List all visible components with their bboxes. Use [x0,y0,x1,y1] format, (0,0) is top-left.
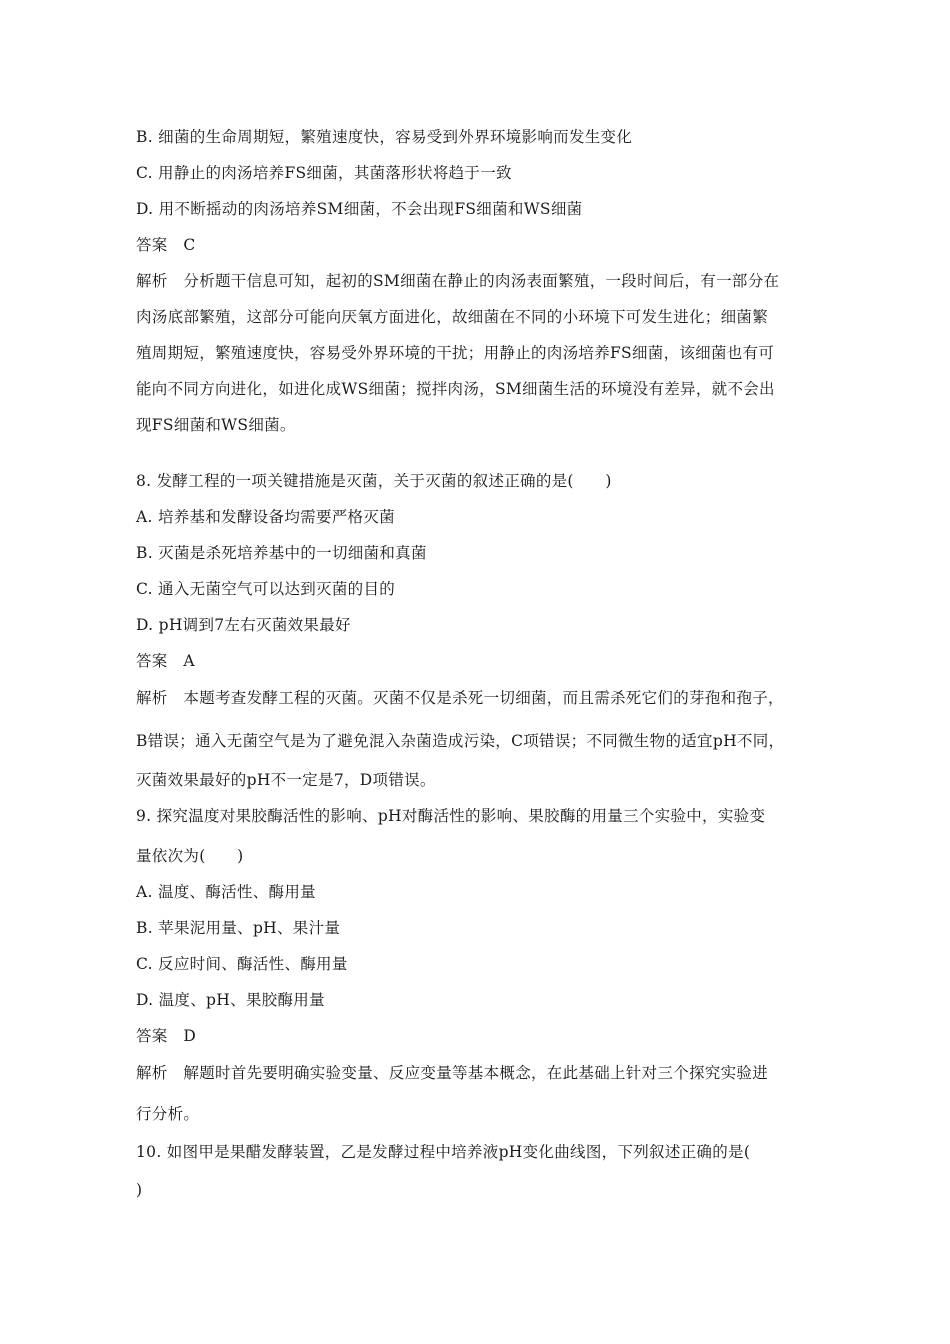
question-10-line2: ) [136,1181,143,1199]
option-b-q8: B. 灭菌是杀死培养基中的一切细菌和真菌 [136,544,427,562]
analysis-q7-line5: 现FS细菌和WS细菌。 [136,416,296,434]
question-9-line1: 9. 探究温度对果胶酶活性的影响、pH对酶活性的影响、果胶酶的用量三个实验中，实验变 [136,807,766,825]
option-a-q9: A. 温度、酶活性、酶用量 [136,883,316,901]
answer-q8: 答案 A [136,652,195,670]
answer-q7: 答案 C [136,236,196,254]
answer-q9: 答案 D [136,1027,197,1045]
option-b-q7: B. 细菌的生命周期短，繁殖速度快，容易受到外界环境影响而发生变化 [136,128,633,146]
analysis-q7-line4: 能向不同方向进化，如进化成WS细菌；搅拌肉汤，SM细菌生活的环境没有差异，就不会出 [136,380,775,398]
question-10-line1: 10. 如图甲是果醋发酵装置，乙是发酵过程中培养液pH变化曲线图，下列叙述正确的是( [136,1143,751,1161]
analysis-q7-line3: 殖周期短，繁殖速度快，容易受外界环境的干扰；用静止的肉汤培养FS细菌，该细菌也有可 [136,344,775,362]
analysis-q8-line1: 解析 本题考查发酵工程的灭菌。灭菌不仅是杀死一切细菌，而且需杀死它们的芽孢和孢子， [136,689,784,707]
option-b-q9: B. 苹果泥用量、pH、果汁量 [136,919,341,937]
option-d-q7: D. 用不断摇动的肉汤培养SM细菌，不会出现FS细菌和WS细菌 [136,200,583,218]
analysis-q7-line2: 肉汤底部繁殖，这部分可能向厌氧方面进化，故细菌在不同的小环境下可发生进化；细菌繁 [136,308,769,326]
analysis-q7-line1: 解析 分析题干信息可知，起初的SM细菌在静止的肉汤表面繁殖，一段时间后，有一部分在 [136,272,780,290]
option-a-q8: A. 培养基和发酵设备均需要严格灭菌 [136,508,395,526]
option-c-q9: C. 反应时间、酶活性、酶用量 [136,955,348,973]
question-8: 8. 发酵工程的一项关键措施是灭菌，关于灭菌的叙述正确的是( ) [136,472,612,490]
analysis-q9-line2: 行分析。 [136,1105,200,1123]
question-9-line2: 量依次为( ) [136,847,244,865]
option-d-q8: D. pH调到7左右灭菌效果最好 [136,616,351,634]
analysis-q9-line1: 解析 解题时首先要明确实验变量、反应变量等基本概念，在此基础上针对三个探究实验进 [136,1064,769,1082]
option-d-q9: D. 温度、pH、果胶酶用量 [136,991,325,1009]
analysis-q8-line2: B错误；通入无菌空气是为了避免混入杂菌造成污染，C项错误；不同微生物的适宜pH不同， [136,732,785,750]
option-c-q7: C. 用静止的肉汤培养FS细菌，其菌落形状将趋于一致 [136,164,512,182]
option-c-q8: C. 通入无菌空气可以达到灭菌的目的 [136,580,396,598]
analysis-q8-line3: 灭菌效果最好的pH不一定是7，D项错误。 [136,771,436,789]
